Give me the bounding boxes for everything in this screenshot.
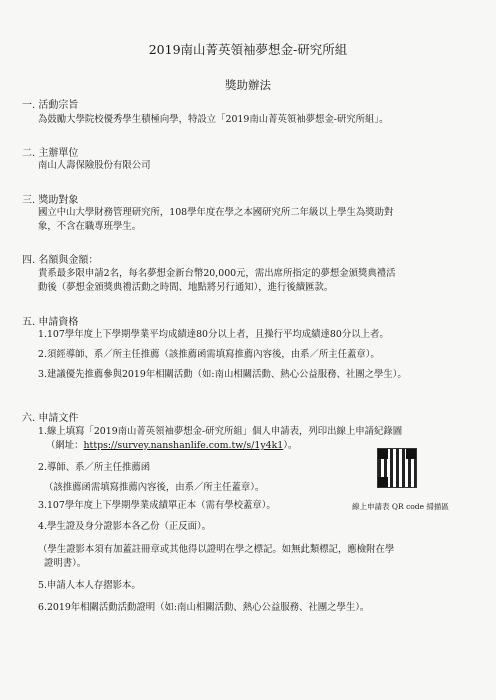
section-heading-purpose: 一. 活動宗旨	[22, 100, 79, 111]
section-line: （該推薦函需填寫推薦內容後，由系／所主任蓋章）。	[44, 482, 265, 493]
section-line: 5.申請人本人存摺影本。	[38, 580, 141, 591]
section-line: 證明書）。	[44, 558, 87, 569]
section-line: 象，不含在職專班學生。	[38, 221, 142, 232]
section-line: 南山人壽保險股份有限公司	[38, 160, 151, 171]
section-line: 2.導師、系／所主任推薦函	[38, 462, 151, 473]
qr-code-caption: 線上申請表 QR code 掃描區	[352, 502, 449, 511]
section-line: 1.線上填寫「2019南山菁英領袖夢想金-研究所組」個人申請表，列印出線上申請紀錄圖	[38, 426, 403, 437]
section-line: 4.學生證及身分證影本各乙份（正反面）。	[38, 521, 212, 532]
section-line: 貴系最多限申請2名，每名夢想金新台幣20,000元，需出席所指定的夢想金頒獎典禮活	[38, 268, 396, 279]
survey-link[interactable]: https://survey.nanshanlife.com.tw/s/1y4k1	[83, 440, 284, 451]
document-subtitle: 獎助辦法	[225, 78, 271, 92]
section-line: 動後（夢想金頒獎典禮活動之時間、地點將另行通知），進行後續匯款。	[38, 282, 334, 293]
section-line: 國立中山大學財務管理研究所，108學年度在學之本國研究所二年級以上學生為獎助對	[38, 207, 394, 218]
section-heading-documents: 六. 申請文件	[22, 413, 79, 424]
section-line: 為鼓勵大學院校優秀學生積極向學，特設立「2019南山菁英領袖夢想金-研究所組」。	[38, 114, 389, 125]
section-line: 1.107學年度上下學期學業平均成績達80分以上者，且操行平均成績達80分以上者。	[38, 329, 389, 340]
section-line: 3.107學年度上下學期學業成績單正本（需有學校蓋章）。	[38, 500, 276, 511]
section-heading-qualifications: 五. 申請資格	[22, 317, 79, 328]
section-line-url	[46, 439, 297, 453]
section-line: （學生證影本須有加蓋註冊章或其他得以證明在學之標記。如無此類標記，應檢附在學	[38, 544, 395, 555]
section-line: 2.須經導師、系／所主任推薦（該推薦函需填寫推薦內容後，由系／所主任蓋章）。	[38, 349, 380, 360]
section-heading-quota: 四. 名額與金額：	[22, 255, 99, 266]
section-line: 6.2019年相關活動活動證明（如:南山相關活動、熱心公益服務、社團之學生）。	[38, 602, 370, 613]
section-heading-organizer: 二. 主辦單位	[22, 148, 79, 159]
qr-code-icon[interactable]	[377, 448, 417, 488]
section-line: 3.建議優先推薦參與2019年相關活動（如:南山相關活動、熱心公益服務、社團之學生）。	[38, 369, 407, 380]
url-suffix: ）。	[283, 440, 298, 451]
url-prefix: （網址：	[46, 440, 84, 451]
section-heading-eligibility-target: 三. 獎助對象	[22, 195, 79, 206]
document-title: 2019南山菁英領袖夢想金-研究所組	[148, 42, 348, 57]
